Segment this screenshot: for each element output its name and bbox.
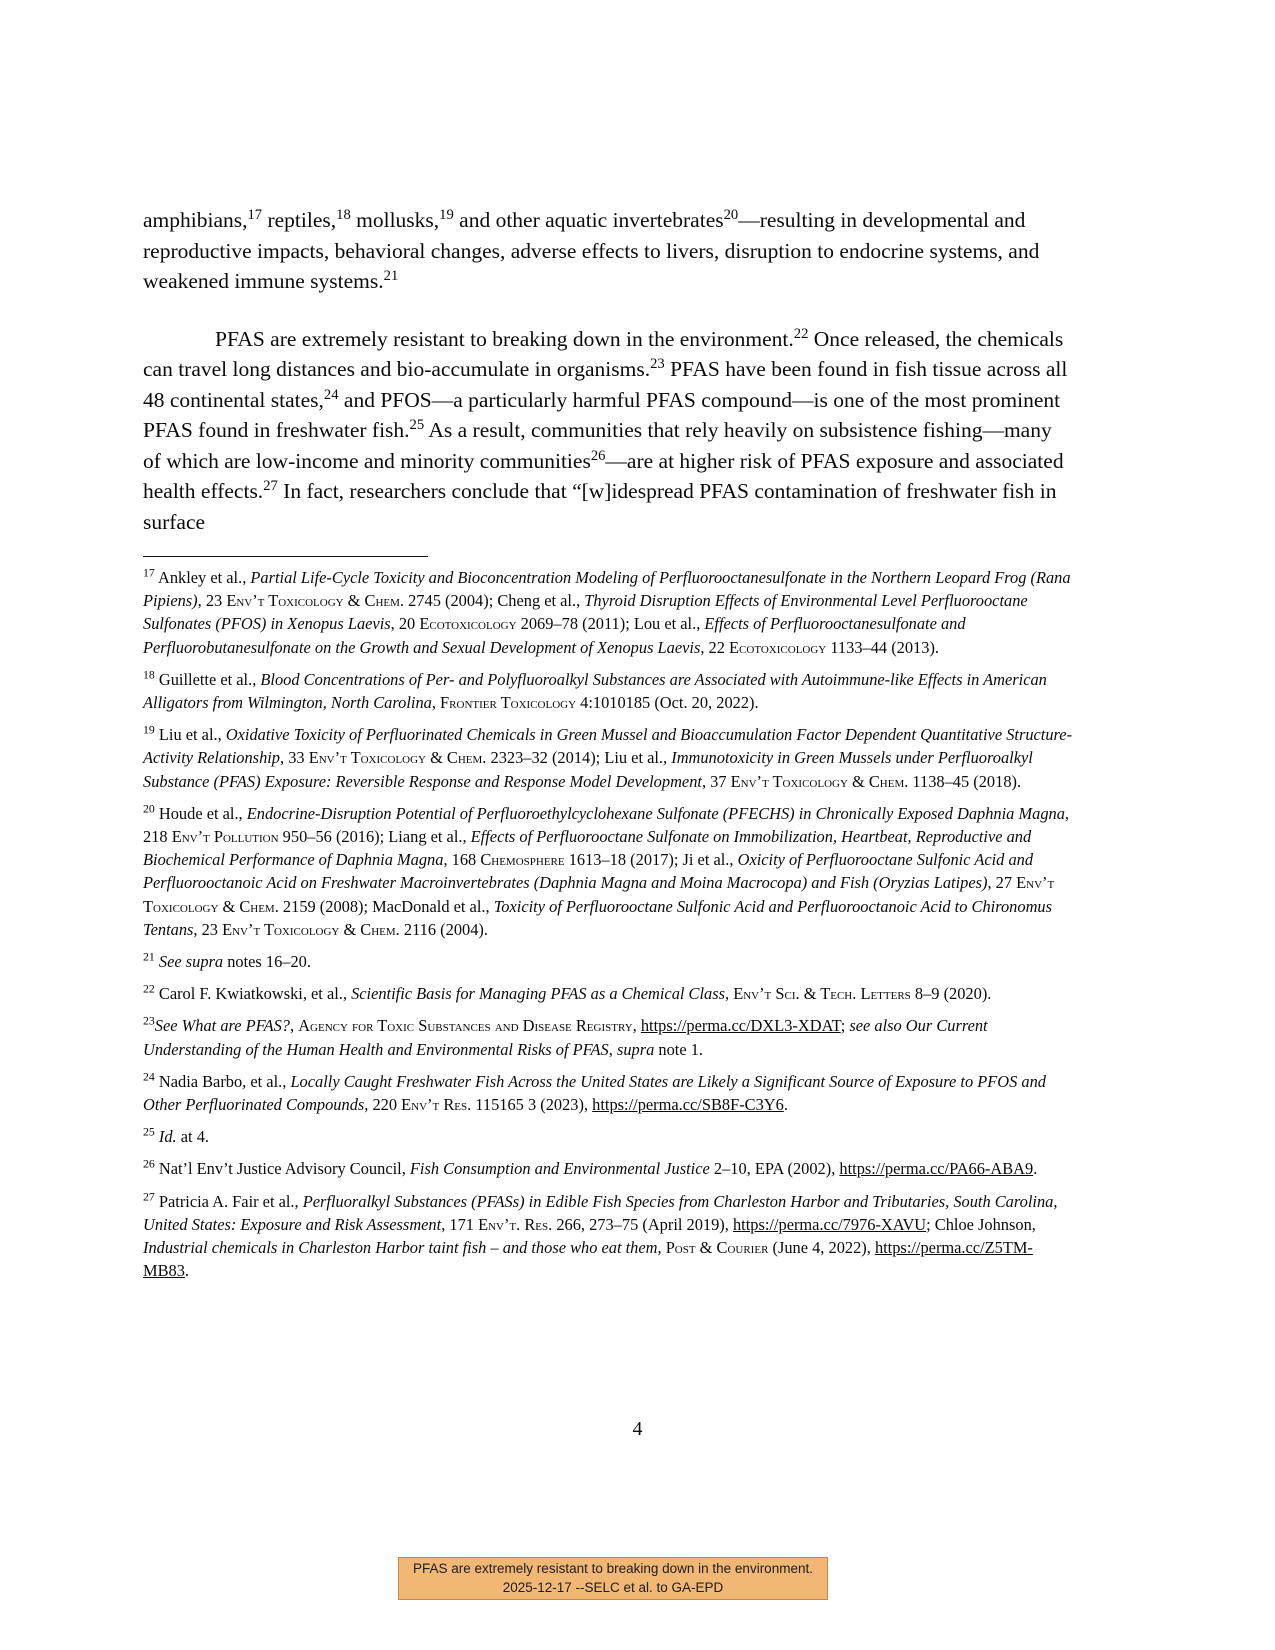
footnote-reference[interactable]: 20 (723, 206, 739, 223)
text-run: , (632, 1016, 641, 1036)
text-run: and PFOS—a particularly harmful PFAS compound—is one of the most prominent PFAS found in freshwater fish. (143, 387, 1061, 442)
footnote-item (143, 982, 1073, 1005)
footnote-item (143, 1190, 1073, 1283)
footnote-number: 27 (143, 1189, 155, 1204)
text-run: 2159 (2008); MacDonald et al., (278, 896, 494, 916)
small-caps-text: Post & Courier (665, 1238, 769, 1258)
text-run: 1133–44 (2013). (826, 637, 939, 657)
footnote-reference[interactable]: 24 (323, 386, 339, 403)
footnote-list (143, 566, 1073, 1282)
stamp-line-2: 2025-12-17 --SELC et al. to GA-EPD (502, 1580, 724, 1595)
italic-text: see also Our Current Understanding of the Human Health and Environmental Risks of PFAS (143, 1016, 988, 1059)
italic-text: Scientific Basis for Managing PFAS as a Chemical Class (351, 984, 725, 1004)
italic-text: Toxicity of Perfluorooctane Sulfonic Acid and Perfluorooctanoic Acid to Chironomus Tentans (143, 896, 1052, 939)
footnote-number: 24 (143, 1069, 155, 1084)
footnote-number: 19 (143, 722, 155, 737)
hyperlink[interactable]: https://perma.cc/Z5TM-MB83 (143, 1238, 1033, 1281)
footnote-number: 18 (143, 667, 155, 682)
small-caps-text: Env’t Toxicology & Chem. (143, 873, 1055, 916)
text-run: 4:1010185 (Oct. 20, 2022). (576, 693, 759, 713)
footnote-number: 20 (143, 801, 155, 816)
text-run: In fact, researchers conclude that “[w]idespread PFAS contamination of freshwater fish in surface (143, 479, 1057, 534)
text-run: , 220 (364, 1095, 402, 1115)
footnote-reference[interactable]: 19 (439, 206, 454, 223)
text-run: , 218 (143, 803, 1070, 847)
text-run: —are at higher risk of PFAS exposure and associated health effects. (143, 448, 1064, 503)
footnote-item (143, 1014, 1073, 1060)
small-caps-text: Frontier Toxicology (440, 693, 577, 713)
text-run: amphibians, (143, 208, 248, 232)
comment-stamp[interactable] (398, 1557, 828, 1600)
italic-text: Locally Caught Freshwater Fish Across the United States are Likely a Significant Source of Exposure to PFOS and Other Perfluorinated Compounds (143, 1071, 1046, 1115)
footnote-reference[interactable]: 25 (409, 416, 425, 433)
text-run: 266, 273–75 (April 2019), (552, 1214, 733, 1234)
italic-text: Oxidative Toxicity of Perfluorinated Chemicals in Green Mussel and Bioaccumulation Factor Dependent Quantitative Structure-Activity Relationship (143, 725, 1073, 768)
footnote-number: 23 (143, 1013, 155, 1028)
hyperlink[interactable]: https://perma.cc/PA66-ABA9 (839, 1159, 1034, 1179)
footnote-item (143, 1125, 1073, 1148)
text-run: (June 4, 2022), (768, 1238, 875, 1258)
hyperlink[interactable]: https://perma.cc/DXL3-XDAT (640, 1016, 841, 1036)
footnote-reference[interactable]: 27 (263, 477, 278, 494)
italic-text: Effects of Perfluorooctanesulfonate and Perfluorobutanesulfonate on the Growth and Sexual Development of Xenopus Laevis (143, 614, 966, 657)
footnote-number: 17 (143, 565, 155, 580)
text-run: 2323–32 (2014); Liu et al., (486, 748, 672, 768)
text-run: mollusks, (350, 208, 440, 232)
small-caps-text: Env’t Res. (401, 1095, 472, 1115)
text-run: , 20 (390, 614, 420, 634)
footnote-item (143, 1070, 1073, 1116)
small-caps-text: Env’t Toxicology & Chem. (730, 771, 909, 791)
text-run: 1138–45 (2018). (908, 771, 1022, 791)
footnote-reference[interactable]: 23 (650, 355, 665, 372)
body-paragraphs (143, 205, 1073, 537)
text-run: Once released, the chemicals can travel long distances and bio-accumulate in organisms. (143, 326, 1064, 381)
text-run: Nadia Barbo, et al., (154, 1071, 291, 1091)
footnote-reference[interactable]: 18 (336, 206, 351, 223)
text-run: , 23 (197, 591, 227, 611)
footnote-reference[interactable]: 22 (793, 325, 809, 342)
footnote-item (143, 566, 1073, 659)
text-run: 2–10, EPA (2002), (709, 1159, 840, 1179)
footnote-item (143, 668, 1073, 714)
italic-text: Perfluoralkyl Substances (PFASs) in Edible Fish Species from Charleston Harbor and Tributaries, South Carolina, United States: Exposure and Risk Assessment (143, 1191, 1058, 1234)
footnote-number: 26 (143, 1157, 155, 1171)
body-paragraph (143, 324, 1073, 538)
text-run: Carol F. Kwiatkowski, et al., (154, 984, 352, 1004)
text-run: and other aquatic invertebrates (453, 208, 724, 232)
italic-text: Effects of Perfluorooctane Sulfonate on Immobilization, Heartbeat, Reproductive and Biochemical Performance of Daphnia Magna (143, 827, 1032, 870)
footnote-number: 21 (143, 949, 155, 964)
small-caps-text: Env’t Toxicology & Chem. (222, 919, 400, 939)
small-caps-text: Env’t Pollution (171, 827, 279, 847)
footnote-reference[interactable]: 21 (383, 267, 399, 284)
small-caps-text: Ecotoxicology (729, 637, 827, 657)
italic-text: Immunotoxicity in Green Mussels under Perfluoroalkyl Substance (PFAS) Exposure: Reversible Response and Response Model Development (143, 748, 1033, 791)
small-caps-text: Agency for Toxic Substances and Disease Registry (298, 1016, 633, 1036)
text-run: ; (840, 1016, 850, 1036)
text-run: , (290, 1016, 299, 1036)
text-run: , 171 (441, 1214, 479, 1234)
text-run: 2745 (2004); Cheng et al., (404, 591, 585, 611)
italic-text: Fish Consumption and Environmental Justice (409, 1159, 710, 1179)
text-run: Nat’l Env’t Justice Advisory Council, (154, 1159, 410, 1179)
footnote-reference[interactable]: 26 (590, 447, 606, 464)
text-run: reptiles, (262, 208, 337, 232)
text-run: note 1. (654, 1039, 703, 1059)
text-run: . (184, 1261, 190, 1281)
text-run: Ankley et al., (154, 568, 251, 587)
footnote-number: 25 (143, 1124, 155, 1139)
text-run: 115165 3 (2023), (471, 1095, 593, 1115)
small-caps-text: Chemosphere (480, 850, 565, 870)
text-run: , 23 (193, 919, 223, 939)
italic-text: Endocrine-Disruption Potential of Perfluoroethylcyclohexane Sulfonate (PFECHS) in Chronically Exposed Daphnia Magna (246, 803, 1065, 823)
footnote-area (143, 566, 1073, 1291)
footnote-number: 22 (143, 981, 155, 996)
footnote-item (143, 1157, 1073, 1180)
text-run: 950–56 (2016); Liang et al., (278, 827, 471, 847)
italic-text: Oxicity of Perfluorooctane Sulfonic Acid and Perfluorooctanoic Acid on Freshwater Macroinvertebrates (Daphnia Magna and Moina Macrocopa) and Fish (Oryzias Latipes) (143, 850, 1034, 893)
text-run: 1613–18 (2017); Ji et al., (564, 850, 738, 870)
small-caps-text: Env’t Sci. & Tech. Letters (733, 984, 911, 1004)
small-caps-text: Env’t Toxicology & Chem. (308, 748, 487, 768)
footnote-item (143, 723, 1073, 793)
text-run: 2116 (2004). (399, 919, 488, 939)
italic-text: Thyroid Disruption Effects of Environmental Level Perfluorooctane Sulfonates (PFOS) in Xenopus Laevis (143, 591, 1028, 634)
text-run: Houde et al., (154, 803, 247, 823)
italic-text: Industrial chemicals in Charleston Harbor taint fish – and those who eat them (143, 1238, 658, 1258)
text-run: . (783, 1095, 788, 1115)
hyperlink[interactable]: https://perma.cc/SB8F-C3Y6 (592, 1095, 784, 1115)
text-run: notes 16–20. (223, 952, 311, 972)
text-run: Patricia A. Fair et al., (154, 1191, 303, 1211)
italic-text: Partial Life-Cycle Toxicity and Bioconcentration Modeling of Perfluorooctanesulfonate in the Northern Leopard Frog (Rana Pipiens) (143, 568, 1071, 611)
text-run: PFAS are extremely resistant to breaking down in the environment. (215, 326, 794, 351)
text-run: Guillette et al., (154, 669, 261, 689)
text-run: , (608, 1039, 617, 1059)
italic-text: Blood Concentrations of Per- and Polyfluoroalkyl Substances are Associated with Autoimmune-like Effects in American Alligators from Wilmington, North Carolina (143, 669, 1047, 713)
footnote-item (143, 802, 1073, 941)
footnote-item (143, 950, 1073, 973)
small-caps-text: Env’t Toxicology & Chem. (226, 591, 405, 611)
body-paragraph (143, 205, 1073, 297)
small-caps-text: Ecotoxicology (419, 614, 517, 634)
text-run: PFAS have been found in fish tissue across all 48 continental states, (143, 357, 1068, 412)
text-run: , 37 (701, 771, 731, 791)
text-run: ; Chloe Johnson, (926, 1214, 1036, 1234)
text-run: , (725, 984, 734, 1004)
italic-text: See What are PFAS? (154, 1016, 290, 1036)
text-run: 2069–78 (2011); Lou et al., (516, 614, 705, 634)
body-text-area (143, 205, 1073, 537)
text-run: , 27 (987, 873, 1017, 893)
text-run: , 168 (443, 850, 481, 870)
text-run: 8–9 (2020). (910, 984, 992, 1004)
italic-text: See supra (158, 952, 224, 972)
small-caps-text: Env’t. Res. (478, 1214, 553, 1234)
hyperlink[interactable]: https://perma.cc/7976-XAVU (732, 1214, 927, 1234)
text-run: , 22 (700, 637, 730, 657)
text-run: , 33 (280, 748, 309, 768)
text-run: . (1033, 1159, 1038, 1179)
text-run: at 4. (176, 1127, 209, 1147)
text-run: As a result, communities that rely heavily on subsistence fishing—many of which are low-income and minority communities (143, 418, 1052, 473)
stamp-line-1: PFAS are extremely resistant to breaking down in the environment. (413, 1561, 813, 1576)
italic-text: supra (616, 1039, 655, 1059)
page-number: 4 (632, 1418, 643, 1440)
footnote-reference[interactable]: 17 (247, 206, 263, 223)
italic-text: Id. (158, 1127, 177, 1147)
text-run: Liu et al., (154, 725, 226, 745)
text-run: , (657, 1238, 666, 1258)
footnote-separator-rule (143, 556, 428, 557)
text-run: —resulting in developmental and reproductive impacts, behavioral changes, adverse effects to livers, disruption to endocrine systems, and weakened immune systems. (143, 208, 1040, 293)
text-run: , (431, 693, 441, 713)
